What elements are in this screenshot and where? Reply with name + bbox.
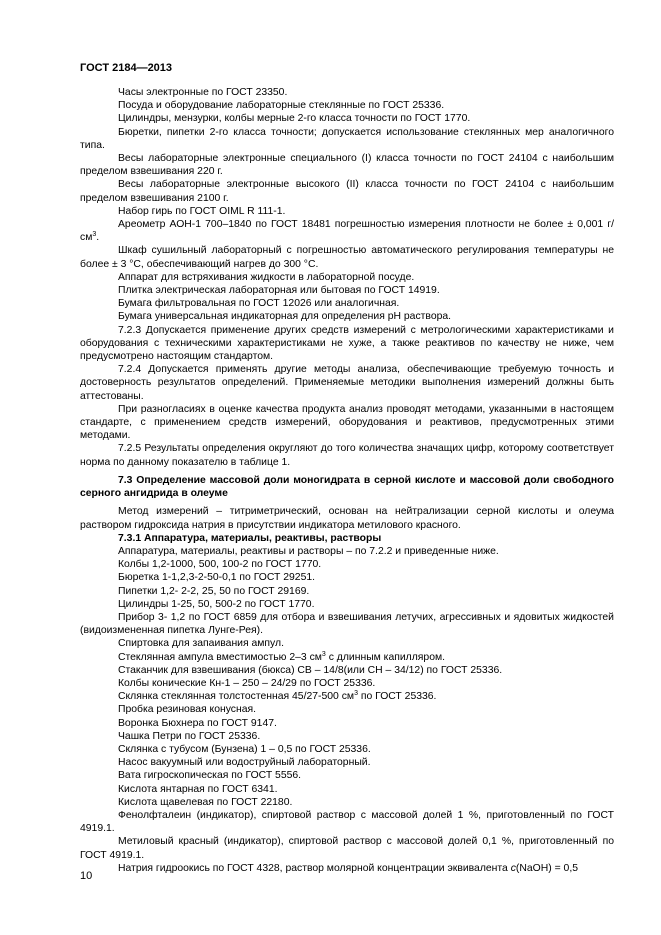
list-item: Пипетки 1,2- 2-2, 25, 50 по ГОСТ 29169. [118, 585, 310, 597]
text-fragment: Ареометр АОН-1 700–1840 по ГОСТ 18481 погрешностью измерения плотности не более ± 0,001 г/см [80, 219, 614, 244]
paragraph: Набор гирь по ГОСТ OIML R 111-1. [118, 205, 286, 217]
paragraph: Аппарат для встряхивания жидкости в лабораторной посуде. [118, 271, 415, 283]
italic-symbol: c [510, 862, 516, 874]
list-item: Кислота щавелевая по ГОСТ 22180. [118, 796, 293, 808]
list-item: Колбы конические Кн-1 – 250 – 24/29 по ГОСТ 25336. [118, 677, 376, 689]
paragraph: Посуда и оборудование лабораторные стеклянные по ГОСТ 25336. [118, 100, 445, 112]
text-fragment: Склянка стеклянная толстостенная 45/27-500 см [118, 691, 355, 703]
section-heading: 7.3 Определение массовой доли моногидрата в серной кислоте и массовой доли свободного серного ангидрида в олеуме [80, 474, 614, 500]
paragraph: 7.2.5 Результаты определения округляют до того количества значащих цифр, которому соответствует норма по данному показателю в таблице 1. [80, 443, 614, 468]
list-item: Кислота янтарная по ГОСТ 6341. [118, 783, 278, 795]
paragraph: Цилиндры, мензурки, колбы мерные 2-го класса точности по ГОСТ 1770. [118, 113, 471, 125]
paragraph: Шкаф сушильный лабораторный с погрешностью автоматического регулирования температуры не более ± 3 °С, обеспечивающий нагрев до 300 °С. [80, 245, 614, 270]
paragraph: Бумага универсальная индикаторная для определения рН раствора. [118, 311, 452, 323]
text-fragment: Стеклянная ампула вместимостью 2–3 см [118, 651, 322, 663]
list-item: Пробка резиновая конусная. [118, 704, 257, 716]
superscript: 3 [92, 231, 97, 239]
list-item: Спиртовка для запаивания ампул. [118, 638, 284, 650]
paragraph: Аппаратура, материалы, реактивы и растворы – по 7.2.2 и приведенные ниже. [118, 545, 499, 557]
list-item [80, 690, 614, 703]
list-item: Стаканчик для взвешивания (бюкса) СВ – 14/8(или СН – 34/12) по ГОСТ 25336. [118, 664, 503, 676]
text-fragment: по ГОСТ 25336. [357, 691, 437, 703]
page-number: 10 [80, 870, 93, 882]
list-item: Воронка Бюхнера по ГОСТ 9147. [118, 717, 277, 729]
list-item: Склянка с тубусом (Бунзена) 1 – 0,5 по ГОСТ 25336. [118, 743, 371, 755]
list-item [80, 651, 614, 664]
list-item [80, 862, 614, 875]
paragraph: 7.2.4 Допускается применять другие методы анализа, обеспечивающие требуемую точность и достоверность результатов определений. Применяемые методики выполнения измерений должны быть аттестованы. [80, 364, 614, 402]
superscript: 3 [354, 690, 358, 698]
paragraph: Часы электронные по ГОСТ 23350. [118, 87, 288, 98]
text-fragment: Натрия гидроокись по ГОСТ 4328, раствор молярной концентрации эквивалента [118, 862, 511, 874]
superscript: 3 [321, 650, 326, 658]
list-item: Прибор 3- 1,2 по ГОСТ 6859 для отбора и взвешивания летучих, агрессивных и ядовитых жидкостей (видоизмененная пипетка Лунге-Рея). [80, 611, 614, 637]
list-item: Чашка Петри по ГОСТ 25336. [118, 730, 261, 742]
list-item: Фенолфталеин (индикатор), спиртовой раствор с массовой долей 1 %, приготовленный по ГОСТ 4919.1. [80, 809, 614, 835]
text-fragment: . [96, 232, 100, 244]
page-header: ГОСТ 2184—2013 [80, 62, 173, 74]
text-fragment: с длинным капилляром. [325, 651, 446, 663]
subsection-heading: 7.3.1 Аппаратура, материалы, реактивы, растворы [118, 532, 382, 544]
paragraph: Бюретки, пипетки 2-го класса точности; допускается использование стеклянных мер аналогичного типа. [80, 126, 614, 151]
paragraph: 7.2.3 Допускается применение других средств измерений с метрологическими характеристиками и оборудования с техническими характеристиками не хуже, а также реактивов по качеству не ниже, чем предусмотрено настоящим стандартом. [80, 324, 614, 363]
paragraph: При разногласиях в оценке качества продукта анализ проводят методами, указанными в настоящем стандарте, с применением средств измерений, оборудования и реактивов, предусмотренных этими методами. [80, 403, 614, 442]
paragraph: Плитка электрическая лабораторная или бытовая по ГОСТ 14919. [118, 285, 440, 297]
list-item: Колбы 1,2-1000, 500, 100-2 по ГОСТ 1770. [118, 559, 322, 571]
text-fragment: (NaOH) = 0,5 [515, 862, 578, 874]
page-content [80, 86, 614, 875]
paragraph: Весы лабораторные электронные специального (I) класса точности по ГОСТ 24104 с наибольшим пределом взвешивания 220 г. [80, 153, 614, 178]
paragraph [80, 218, 614, 244]
list-item: Насос вакуумный или водоструйный лабораторный. [118, 757, 371, 769]
list-item: Вата гигроскопическая по ГОСТ 5556. [118, 770, 302, 782]
paragraph: Бумага фильтровальная по ГОСТ 12026 или аналогичная. [118, 298, 400, 310]
paragraph: Весы лабораторные электронные высокого (II) класса точности по ГОСТ 24104 с наибольшим пределом взвешивания 2100 г. [80, 179, 614, 204]
list-item: Метиловый красный (индикатор), спиртовой раствор с массовой долей 0,1 %, приготовленный по ГОСТ 4919.1. [80, 836, 614, 861]
list-item: Бюретка 1-1,2,3-2-50-0,1 по ГОСТ 29251. [118, 572, 316, 584]
list-item: Цилиндры 1-25, 50, 500-2 по ГОСТ 1770. [118, 598, 315, 610]
paragraph: Метод измерений – титриметрический, основан на нейтрализации серной кислоты и олеума раствором гидроксида натрия в присутствии индикатора метилового красного. [80, 506, 614, 531]
